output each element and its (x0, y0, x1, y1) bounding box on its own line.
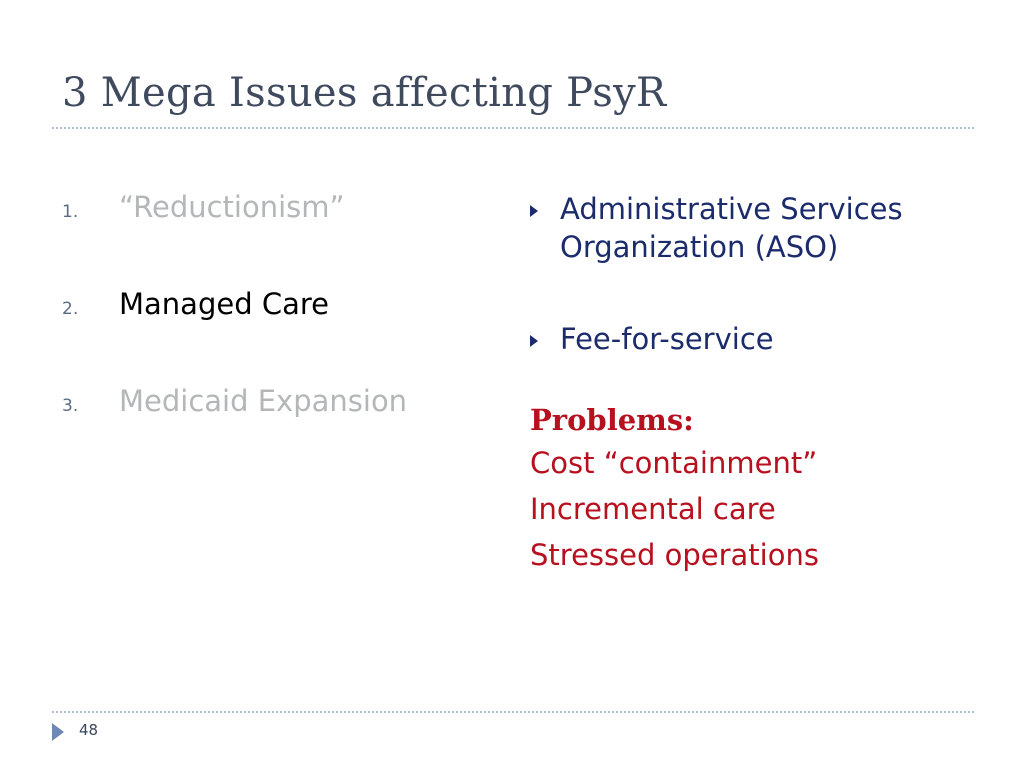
list-item (62, 287, 482, 334)
list-number: 2. (62, 299, 79, 319)
list-item-text: Managed Care (119, 287, 329, 321)
slide-title: 3 Mega Issues affecting PsyR (62, 70, 667, 116)
problem-item: Stressed operations (530, 538, 819, 572)
triangle-right-icon (530, 205, 538, 217)
page-number: 48 (79, 721, 99, 739)
bullet-item (530, 320, 1000, 358)
bullet-item (530, 190, 1000, 266)
list-item (62, 384, 482, 431)
list-number: 1. (62, 202, 79, 222)
problems-heading: Problems: (530, 403, 694, 437)
problem-item: Incremental care (530, 492, 776, 526)
list-item (62, 190, 482, 237)
managed-care-details (530, 190, 1000, 578)
bullet-text: Administrative Services Organization (ASO) (560, 192, 903, 264)
numbered-issue-list (62, 190, 482, 481)
footer-divider (52, 711, 974, 713)
list-number: 3. (62, 396, 79, 416)
bullet-text: Fee-for-service (560, 322, 774, 356)
triangle-right-icon (530, 335, 538, 347)
title-divider (52, 127, 974, 129)
triangle-right-icon (52, 723, 64, 741)
list-item-text: “Reductionism” (119, 190, 345, 224)
list-item-text: Medicaid Expansion (119, 384, 408, 418)
problem-item: Cost “containment” (530, 446, 818, 480)
